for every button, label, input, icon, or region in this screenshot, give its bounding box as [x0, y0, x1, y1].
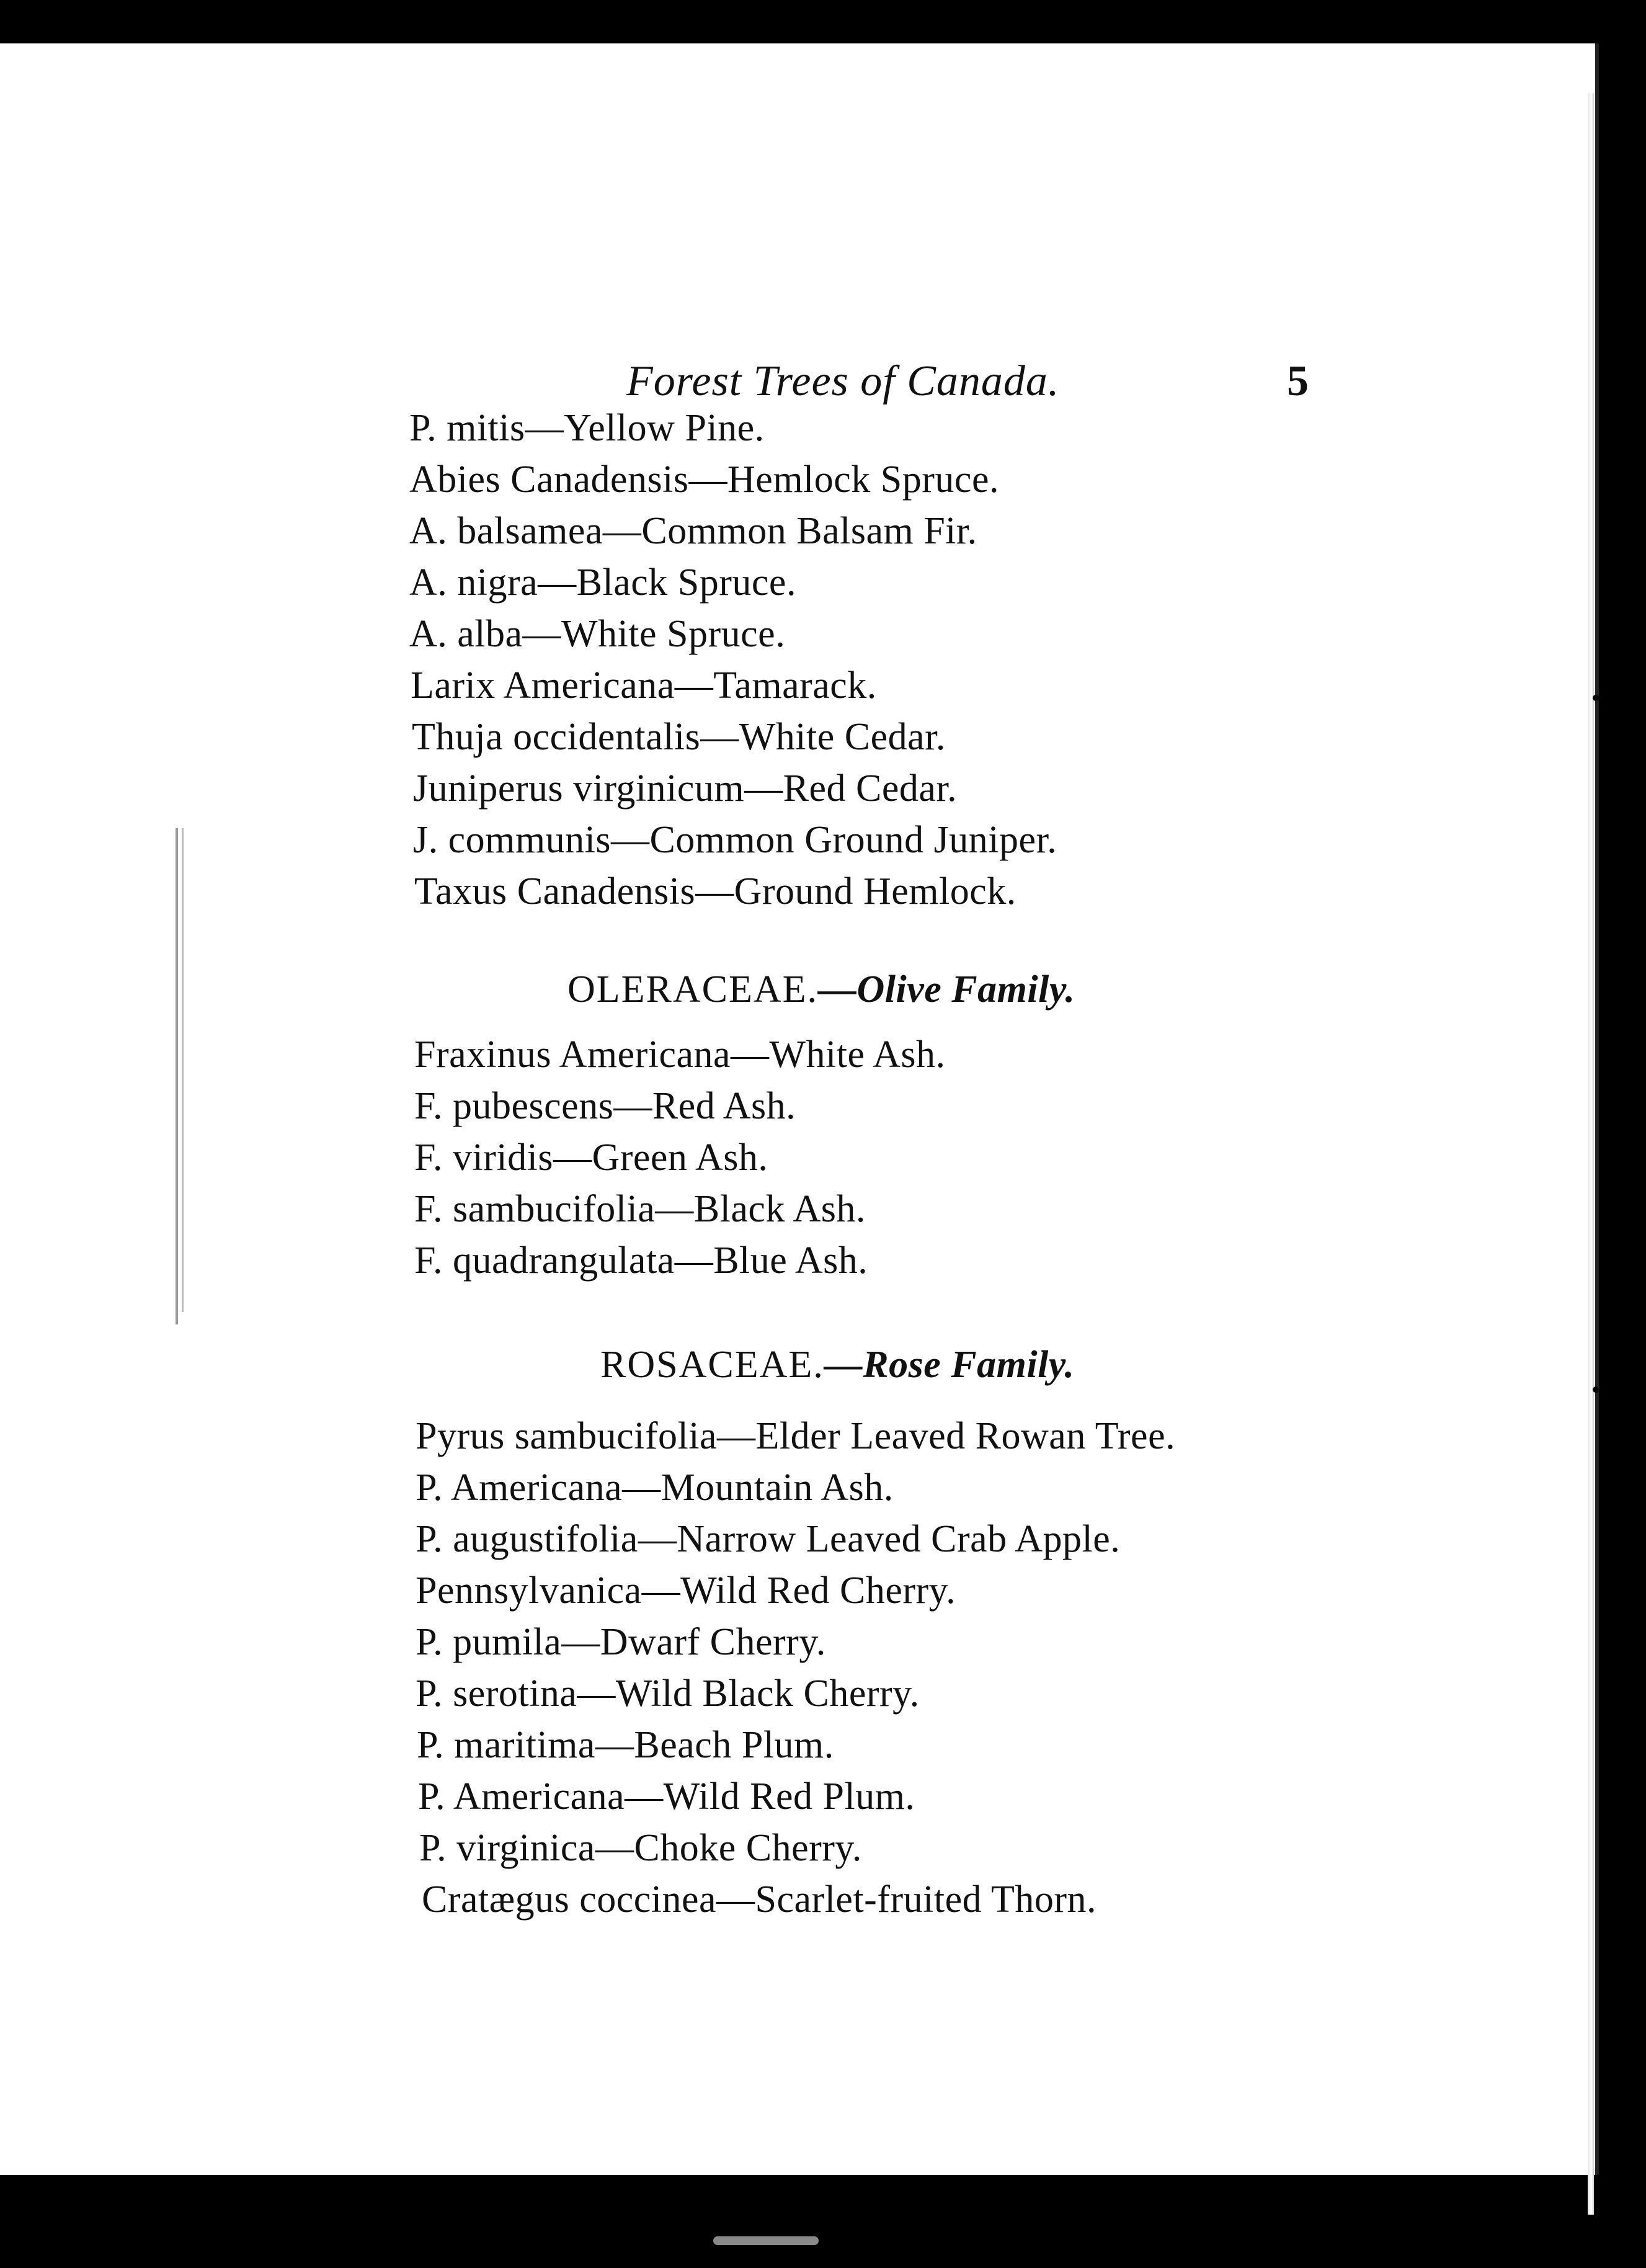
binding-mark	[182, 828, 184, 1312]
page-edge	[1588, 93, 1594, 2215]
list-item: F. viridis—Green Ash.	[414, 1136, 768, 1179]
section-heading-oleraceae	[567, 968, 1075, 1012]
running-title: Forest Trees of Canada.	[626, 357, 1060, 405]
list-item: Fraxinus Americana—White Ash.	[414, 1034, 946, 1076]
list-item: P. Americana—Mountain Ash.	[416, 1467, 894, 1509]
list-item: A. alba—White Spruce.	[409, 613, 786, 655]
page-header	[0, 357, 1595, 406]
list-item: J. communis—Common Ground Juniper.	[413, 819, 1057, 861]
list-item: F. quadrangulata—Blue Ash.	[414, 1239, 868, 1282]
list-item: P. serotina—Wild Black Cherry.	[416, 1672, 920, 1715]
edge-dot	[1593, 695, 1599, 701]
section-heading-name: ROSACEAE.	[600, 1344, 824, 1386]
list-item: Pennsylvanica—Wild Red Cherry.	[416, 1569, 956, 1612]
list-item: Pyrus sambucifolia—Elder Leaved Rowan Tree.	[416, 1415, 1176, 1457]
scan-smudge	[713, 2236, 819, 2245]
list-item: P. virginica—Choke Cherry.	[419, 1827, 862, 1869]
list-item: P. Americana—Wild Red Plum.	[418, 1775, 915, 1818]
list-item: P. mitis—Yellow Pine.	[409, 407, 765, 449]
list-item: P. augustifolia—Narrow Leaved Crab Apple.	[416, 1518, 1121, 1560]
list-item: Larix Americana—Tamarack.	[411, 664, 877, 707]
binding-mark	[176, 828, 178, 1324]
list-item: P. maritima—Beach Plum.	[417, 1724, 834, 1766]
list-item: Juniperus virginicum—Red Cedar.	[413, 767, 958, 810]
section-heading-name: OLERACEAE.	[567, 968, 819, 1011]
list-item: A. nigra—Black Spruce.	[409, 561, 796, 604]
list-item: A. balsamea—Common Balsam Fir.	[409, 510, 977, 552]
section-heading-family: —Olive Family.	[818, 968, 1075, 1011]
page-number: 5	[1287, 357, 1309, 405]
list-item: Taxus Canadensis—Ground Hemlock.	[414, 870, 1017, 913]
list-item: Thuja occidentalis—White Cedar.	[412, 716, 946, 758]
book-page	[0, 43, 1599, 2175]
section-heading-rosaceae	[600, 1343, 1075, 1387]
list-item: F. sambucifolia—Black Ash.	[414, 1188, 866, 1230]
list-item: F. pubescens—Red Ash.	[414, 1085, 796, 1127]
edge-dot	[1593, 1386, 1599, 1393]
list-item: Cratægus coccinea—Scarlet-fruited Thorn.	[422, 1878, 1097, 1921]
list-item: Abies Canadensis—Hemlock Spruce.	[409, 458, 999, 501]
section-heading-family: —Rose Family.	[824, 1344, 1075, 1386]
list-item: P. pumila—Dwarf Cherry.	[416, 1621, 826, 1663]
